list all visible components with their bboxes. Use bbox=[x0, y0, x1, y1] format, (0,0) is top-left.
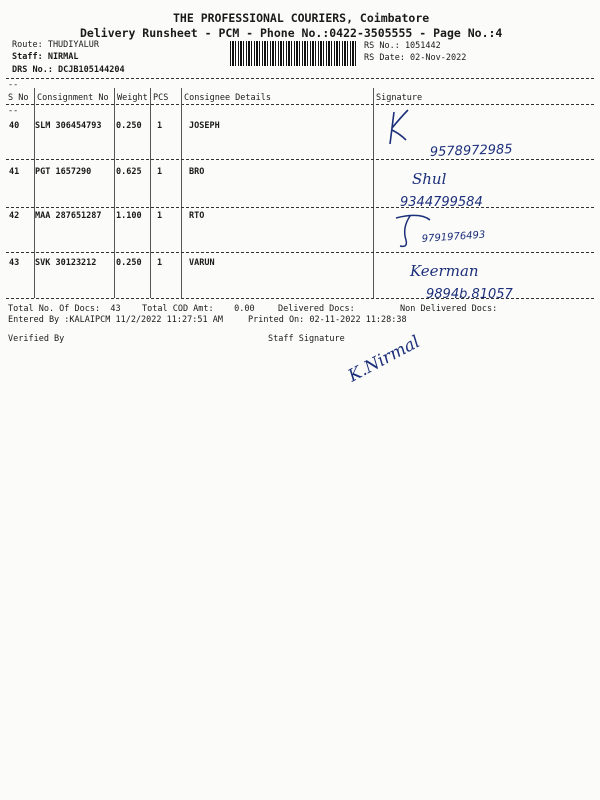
row-pcs: 1 bbox=[157, 211, 163, 221]
row-sno: 43 bbox=[9, 258, 20, 268]
row-consignment: SVK 30123212 bbox=[35, 258, 97, 268]
signature-name: Shul bbox=[412, 170, 447, 188]
rs-date: RS Date: 02-Nov-2022 bbox=[364, 53, 467, 63]
row-sno: 42 bbox=[9, 211, 20, 221]
dash-marker: -- bbox=[8, 80, 19, 90]
staff-handwritten-signature bbox=[340, 320, 480, 390]
runsheet-subtitle: Delivery Runsheet - PCM - Phone No.:0422-3505555 - Page No.:4 bbox=[80, 26, 503, 40]
staff-signature-name: K.Nirmal bbox=[344, 332, 424, 387]
row-consignee: RTO bbox=[189, 211, 205, 221]
row-weight: 0.625 bbox=[116, 167, 142, 177]
company-title: THE PROFESSIONAL COURIERS, Coimbatore bbox=[173, 11, 430, 25]
column-divider bbox=[114, 88, 115, 298]
total-docs: Total No. Of Docs: 43 bbox=[8, 304, 121, 314]
barcode bbox=[230, 41, 358, 66]
row-weight: 1.100 bbox=[116, 211, 142, 221]
row-sno: 40 bbox=[9, 121, 20, 131]
row-consignment: MAA 287651287 bbox=[35, 211, 102, 221]
col-signature: Signature bbox=[376, 93, 423, 103]
col-consignee: Consignee Details bbox=[184, 93, 271, 103]
row-consignment: PGT 1657290 bbox=[35, 167, 92, 177]
col-pcs: PCS bbox=[153, 93, 169, 103]
printed-on: Printed On: 02-11-2022 11:28:38 bbox=[248, 315, 407, 325]
row-consignee: BRO bbox=[189, 167, 205, 177]
dash-marker: -- bbox=[8, 106, 19, 116]
column-divider bbox=[181, 88, 182, 298]
row-pcs: 1 bbox=[157, 121, 163, 131]
signature-phone: 9578972985 bbox=[429, 142, 513, 160]
row-pcs: 1 bbox=[157, 258, 163, 268]
signature-row-40 bbox=[378, 104, 578, 164]
non-delivered-docs: Non Delivered Docs: bbox=[400, 304, 498, 314]
staff-label: Staff: NIRMAL bbox=[12, 52, 79, 62]
rs-number: RS No.: 1051442 bbox=[364, 41, 441, 51]
verified-by-label: Verified By bbox=[8, 334, 65, 344]
signature-row-42 bbox=[380, 206, 580, 252]
staff-signature-label: Staff Signature bbox=[268, 334, 345, 344]
row-weight: 0.250 bbox=[116, 258, 142, 268]
row-weight: 0.250 bbox=[116, 121, 142, 131]
header-divider bbox=[6, 78, 594, 79]
entered-by: Entered By :KALAIPCM 11/2/2022 11:27:51 AM bbox=[8, 315, 223, 325]
route-label: Route: THUDIYALUR bbox=[12, 40, 99, 50]
row-divider bbox=[6, 252, 594, 253]
signature-row-43 bbox=[380, 254, 590, 304]
signature-phone: 9894b.81057 bbox=[426, 287, 513, 302]
col-consignment: Consignment No bbox=[37, 93, 109, 103]
signature-phone: 9344799584 bbox=[400, 195, 483, 210]
drs-number: DRS No.: DCJB105144204 bbox=[12, 65, 125, 75]
row-consignee: JOSEPH bbox=[189, 121, 220, 131]
row-consignee: VARUN bbox=[189, 258, 215, 268]
col-weight: Weight bbox=[117, 93, 148, 103]
row-sno: 41 bbox=[9, 167, 20, 177]
row-consignment: SLM 306454793 bbox=[35, 121, 102, 131]
delivered-docs: Delivered Docs: bbox=[278, 304, 355, 314]
col-sno: S No bbox=[8, 93, 29, 103]
signature-phone: 9791976493 bbox=[421, 229, 486, 245]
total-cod: Total COD Amt: 0.00 bbox=[142, 304, 255, 314]
signature-name: Keerman bbox=[410, 262, 479, 280]
signature-row-41 bbox=[380, 162, 580, 212]
column-divider bbox=[150, 88, 151, 298]
column-divider bbox=[373, 88, 374, 298]
row-pcs: 1 bbox=[157, 167, 163, 177]
